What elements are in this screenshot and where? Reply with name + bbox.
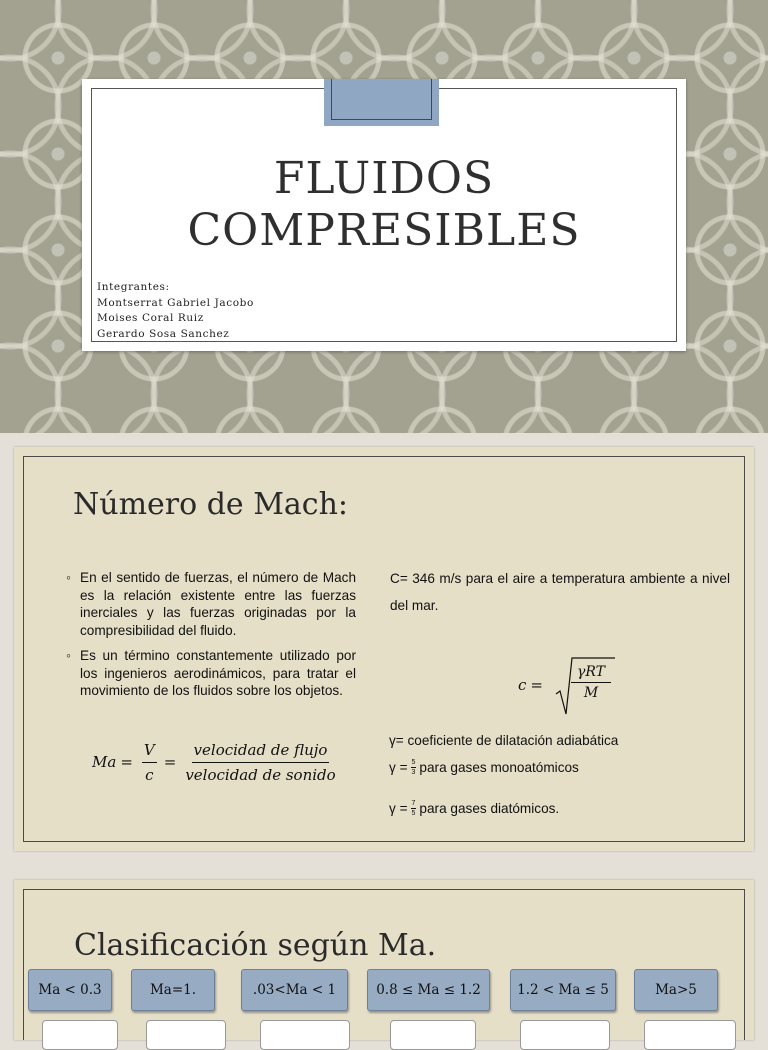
fraction-numerator: V: [142, 741, 157, 763]
classification-slide: [14, 880, 754, 1040]
fraction-denominator: c: [145, 765, 154, 784]
formula-lhs: Ma: [92, 753, 117, 771]
members-heading: Integrantes:: [97, 281, 170, 293]
slide-title: Número de Mach:: [73, 487, 349, 522]
description-box: [42, 1020, 118, 1050]
ma-box-subsonic-low: Ma < 0.3: [28, 969, 112, 1011]
speed-formula: [518, 652, 615, 717]
gamma-monoatomic: [389, 759, 579, 776]
slide-frame: [23, 889, 745, 1040]
ma-box-supersonic: 1.2 < Ma ≤ 5: [510, 969, 616, 1011]
fraction-numerator: 5: [411, 759, 416, 766]
gamma-text: para gases monoatómicos: [419, 760, 579, 775]
ma-box-hypersonic: Ma>5: [634, 969, 718, 1011]
title-card: [82, 79, 686, 351]
gamma-fraction: [411, 759, 417, 776]
title-tab-decoration: [324, 79, 439, 126]
title-slide: [0, 0, 768, 433]
mach-formula: [92, 737, 362, 787]
fraction-v-c: [142, 741, 157, 784]
gamma-prefix: γ =: [389, 760, 408, 775]
sqrt-fraction: [571, 664, 611, 701]
ma-box-sonic: Ma=1.: [131, 969, 215, 1011]
speed-of-sound-text: C= 346 m/s para el aire a temperatura ambiente a nivel del mar.: [390, 571, 730, 613]
gamma-text: para gases diatómicos.: [419, 801, 560, 816]
fraction-numerator: 7: [411, 800, 416, 807]
fraction-denominator: velocidad de sonido: [185, 765, 336, 784]
mach-number-slide: [14, 447, 754, 851]
fraction-denominator: 3: [411, 769, 416, 776]
fraction-numerator: velocidad de flujo: [192, 741, 330, 763]
bullet-list: [64, 569, 356, 708]
bullet-text: Es un término constantemente utilizado por los ingenieros aerodinámicos, para tratar el movimiento de los fluidos sobre los objetos.: [80, 648, 356, 698]
bullet-icon: ◦: [66, 648, 71, 663]
slide-title: [82, 153, 686, 257]
fraction-velocities: [183, 741, 337, 784]
gamma-prefix: γ =: [389, 801, 408, 816]
formula-lhs: c: [518, 675, 527, 694]
ma-box-subsonic: .03<Ma < 1: [241, 969, 348, 1011]
bullet-text: En el sentido de fuerzas, el número de Mach es la relación existente entre las fuerzas inerciales y las fuerzas originadas por la compresibilidad del fluido.: [80, 570, 356, 638]
bullet-item: [64, 647, 356, 700]
title-tab-inner: [331, 79, 432, 120]
gamma-fraction: [411, 800, 417, 817]
description-box: [260, 1020, 350, 1050]
members-block: [97, 280, 254, 342]
bullet-icon: ◦: [66, 570, 71, 585]
title-line-1: FLUIDOS: [273, 153, 495, 204]
ma-box-transonic: 0.8 ≤ Ma ≤ 1.2: [367, 969, 490, 1011]
formula-equals: =: [120, 753, 133, 771]
formula-equals: =: [163, 753, 177, 771]
description-box: [520, 1020, 610, 1050]
gamma-diatomic: [389, 800, 559, 817]
member-name: Montserrat Gabriel Jacobo: [97, 296, 254, 309]
description-box: [146, 1020, 226, 1050]
square-root: [555, 654, 615, 716]
fraction-denominator: 5: [411, 810, 416, 817]
title-line-2: COMPRESIBLES: [187, 205, 581, 256]
fraction-numerator: γRT: [571, 664, 611, 683]
description-box: [390, 1020, 476, 1050]
bullet-item: [64, 569, 356, 639]
gamma-definition: γ= coeficiente de dilatación adiabática: [389, 733, 619, 748]
fraction-denominator: M: [583, 684, 599, 701]
member-name: Gerardo Sosa Sanchez: [97, 327, 230, 340]
slide-title: Clasificación según Ma.: [74, 928, 437, 963]
member-name: Moises Coral Ruiz: [97, 312, 204, 324]
description-box: [644, 1020, 736, 1050]
formula-equals: =: [530, 675, 543, 694]
